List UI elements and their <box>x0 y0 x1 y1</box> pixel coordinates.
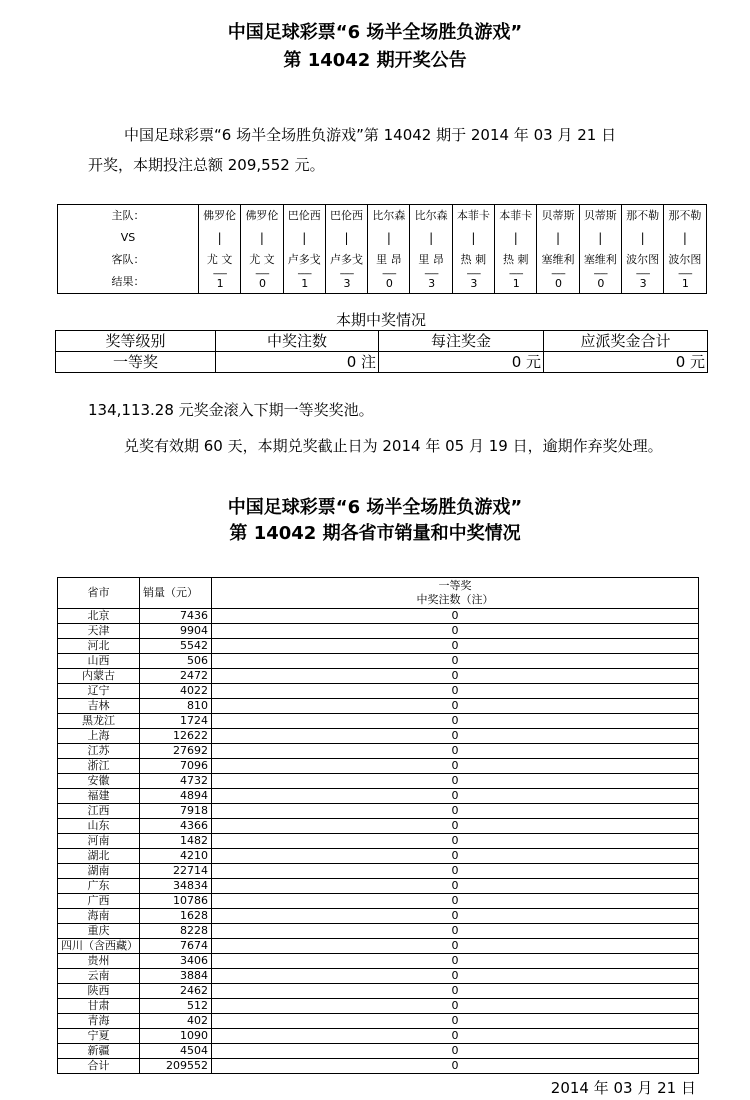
validity-text: 兑奖有效期 60 天，本期兑奖截止日为 2014 年 05 月 19 日，逾期作弃奖处理。 <box>124 437 663 455</box>
province-sales: 1628 <box>140 909 212 924</box>
province-winners: 0 <box>212 879 699 894</box>
intro-line-1: 中国足球彩票“6 场半全场胜负游戏”第 14042 期于 2014 年 03 月 21 日 <box>124 126 617 144</box>
table-row <box>58 744 699 759</box>
province-winners: 0 <box>212 1044 699 1059</box>
vs-bar: | <box>386 231 391 245</box>
province-winners: 0 <box>212 1029 699 1044</box>
match-column <box>579 205 621 294</box>
province-winners: 0 <box>212 954 699 969</box>
province-name: 山西 <box>58 654 140 669</box>
province-winners: 0 <box>212 864 699 879</box>
match-column <box>621 205 663 294</box>
province-name: 广东 <box>58 879 140 894</box>
province-name: 湖南 <box>58 864 140 879</box>
province-name: 青海 <box>58 1014 140 1029</box>
province-sales: 512 <box>140 999 212 1014</box>
province-name: 新疆 <box>58 1044 140 1059</box>
province-winners: 0 <box>212 789 699 804</box>
home-label: 主队： <box>111 209 145 222</box>
away-team: 卢多戈 <box>287 253 321 266</box>
province-name: 福建 <box>58 789 140 804</box>
table-row <box>58 939 699 954</box>
vs-bar: | <box>640 231 645 245</box>
result-cell <box>495 271 536 293</box>
province-name: 内蒙古 <box>58 669 140 684</box>
result-cell <box>664 271 705 293</box>
province-winners: 0 <box>212 969 699 984</box>
province-name: 陕西 <box>58 984 140 999</box>
dash-line: ------ <box>593 271 608 279</box>
prize-caption: 本期中奖情况 <box>335 311 426 329</box>
prize-header-total: 应派奖金合计 <box>544 331 708 352</box>
province-sales: 10786 <box>140 894 212 909</box>
province-sales: 4732 <box>140 774 212 789</box>
province-sales: 7674 <box>140 939 212 954</box>
match-column <box>325 205 367 294</box>
prize-amount: 0 元 <box>379 352 544 373</box>
province-sales: 4022 <box>140 684 212 699</box>
province-winners: 0 <box>212 1014 699 1029</box>
table-row <box>58 909 699 924</box>
province-name: 江西 <box>58 804 140 819</box>
dash-line: ------ <box>339 271 354 279</box>
province-sales: 506 <box>140 654 212 669</box>
vs-bar: | <box>471 231 476 245</box>
match-result: 0 <box>258 277 265 290</box>
result-cell <box>622 271 663 293</box>
home-team: 巴伦西 <box>330 209 364 222</box>
result-cell <box>453 271 494 293</box>
province-name: 湖北 <box>58 849 140 864</box>
match-column <box>241 205 283 294</box>
result-cell <box>368 271 409 293</box>
page-title: 中国足球彩票“6 场半全场胜负游戏” <box>227 22 523 43</box>
province-winners: 0 <box>212 939 699 954</box>
table-row <box>58 639 699 654</box>
table-row <box>58 654 699 669</box>
province-sales: 3884 <box>140 969 212 984</box>
home-team: 巴伦西 <box>287 209 321 222</box>
province-sales: 1482 <box>140 834 212 849</box>
province-sales: 2462 <box>140 984 212 999</box>
away-team: 尤 文 <box>249 253 275 266</box>
prize-total: 0 元 <box>544 352 708 373</box>
match-table <box>57 204 707 294</box>
home-team: 比尔森 <box>414 209 448 222</box>
match-result: 1 <box>301 277 308 290</box>
province-sales: 1724 <box>140 714 212 729</box>
table-row <box>58 834 699 849</box>
table-row <box>58 1059 699 1074</box>
province-winners: 0 <box>212 804 699 819</box>
intro-line-2: 开奖，本期投注总额 209,552 元。 <box>88 156 325 174</box>
province-name: 宁夏 <box>58 1029 140 1044</box>
prize-table <box>55 330 708 373</box>
province-sales: 4894 <box>140 789 212 804</box>
province-sales: 4504 <box>140 1044 212 1059</box>
table-row <box>58 759 699 774</box>
vs-bar: | <box>682 231 687 245</box>
first-prize-header <box>212 578 699 609</box>
match-column <box>410 205 452 294</box>
footer-date: 2014 年 03 月 21 日 <box>550 1079 696 1097</box>
table-row <box>58 954 699 969</box>
match-column <box>495 205 537 294</box>
match-result: 3 <box>428 277 435 290</box>
section-subtitle: 第 14042 期各省市销量和中奖情况 <box>229 523 521 544</box>
province-winners: 0 <box>212 759 699 774</box>
away-team: 热 刺 <box>502 253 529 266</box>
home-team: 比尔森 <box>372 209 406 222</box>
province-sales: 7436 <box>140 609 212 624</box>
province-winners: 0 <box>212 834 699 849</box>
province-name: 天津 <box>58 624 140 639</box>
sales-header: 销量（元） <box>140 578 212 609</box>
match-label-cell <box>58 205 199 294</box>
prize-level: 一等奖 <box>56 352 216 373</box>
prize-header-level: 奖等级别 <box>56 331 216 352</box>
home-team: 那不勒 <box>668 209 702 222</box>
match-column <box>283 205 325 294</box>
province-name: 北京 <box>58 609 140 624</box>
province-name: 上海 <box>58 729 140 744</box>
province-sales: 1090 <box>140 1029 212 1044</box>
province-sales: 7918 <box>140 804 212 819</box>
table-row <box>58 819 699 834</box>
vs-bar: | <box>429 231 434 245</box>
match-result: 1 <box>512 277 519 290</box>
province-winners: 0 <box>212 924 699 939</box>
province-sales: 4210 <box>140 849 212 864</box>
home-team: 本菲卡 <box>499 209 533 222</box>
province-winners: 0 <box>212 699 699 714</box>
province-name: 吉林 <box>58 699 140 714</box>
match-column <box>368 205 410 294</box>
province-winners: 0 <box>212 654 699 669</box>
match-result: 0 <box>597 277 604 290</box>
province-sales: 12622 <box>140 729 212 744</box>
province-winners: 0 <box>212 819 699 834</box>
province-name: 浙江 <box>58 759 140 774</box>
vs-bar: | <box>598 231 603 245</box>
table-row <box>58 1014 699 1029</box>
match-column <box>664 205 706 294</box>
table-row <box>58 999 699 1014</box>
match-result: 1 <box>681 277 688 290</box>
match-result: 3 <box>343 277 350 290</box>
away-team: 塞维利 <box>583 253 617 266</box>
dash-line: ------ <box>255 271 269 279</box>
table-row <box>58 729 699 744</box>
match-result: 3 <box>470 277 477 290</box>
province-winners: 0 <box>212 639 699 654</box>
province-sales: 402 <box>140 1014 212 1029</box>
away-team: 尤 文 <box>206 253 233 266</box>
table-row <box>58 684 699 699</box>
result-cell <box>284 271 325 293</box>
away-team: 波尔图 <box>626 253 660 266</box>
province-table <box>57 577 699 1074</box>
province-name: 辽宁 <box>58 684 140 699</box>
dash-line: ------ <box>297 271 311 279</box>
match-column <box>537 205 579 294</box>
province-name: 江苏 <box>58 744 140 759</box>
province-sales: 22714 <box>140 864 212 879</box>
province-winners: 0 <box>212 609 699 624</box>
province-sales: 2472 <box>140 669 212 684</box>
away-team: 波尔图 <box>668 253 702 266</box>
province-sales: 8228 <box>140 924 212 939</box>
vs-bar: | <box>513 231 518 245</box>
page-subtitle: 第 14042 期开奖公告 <box>283 50 467 71</box>
first-prize-header-line2: 中奖注数（注） <box>416 593 494 606</box>
province-sales: 810 <box>140 699 212 714</box>
province-winners: 0 <box>212 729 699 744</box>
province-winners: 0 <box>212 774 699 789</box>
prize-header-count: 中奖注数 <box>216 331 379 352</box>
result-cell <box>326 271 367 293</box>
table-row <box>58 879 699 894</box>
province-name: 云南 <box>58 969 140 984</box>
province-winners: 0 <box>212 744 699 759</box>
province-sales: 7096 <box>140 759 212 774</box>
province-name: 安徽 <box>58 774 140 789</box>
province-winners: 0 <box>212 894 699 909</box>
match-result: 1 <box>216 277 223 290</box>
table-row <box>58 849 699 864</box>
dash-line: ------ <box>424 271 438 279</box>
province-winners: 0 <box>212 624 699 639</box>
table-row <box>58 924 699 939</box>
province-name: 河南 <box>58 834 140 849</box>
province-name: 贵州 <box>58 954 140 969</box>
match-column <box>199 205 241 294</box>
away-team: 卢多戈 <box>330 253 364 266</box>
section-title: 中国足球彩票“6 场半全场胜负游戏” <box>227 497 523 518</box>
province-name: 合计 <box>58 1059 140 1074</box>
prize-header-amount: 每注奖金 <box>379 331 544 352</box>
home-team: 贝蒂斯 <box>583 209 617 222</box>
province-name: 海南 <box>58 909 140 924</box>
away-team: 塞维利 <box>541 253 575 266</box>
dash-line: ------ <box>466 271 481 279</box>
dash-line: ------ <box>551 271 565 279</box>
home-team: 本菲卡 <box>456 209 490 222</box>
table-row <box>58 669 699 684</box>
province-name: 广西 <box>58 894 140 909</box>
table-row <box>58 804 699 819</box>
first-prize-header-line1: 一等奖 <box>438 579 472 592</box>
table-row <box>58 1044 699 1059</box>
table-row <box>58 864 699 879</box>
away-label: 客队： <box>111 253 145 266</box>
province-header: 省市 <box>58 578 140 609</box>
table-row <box>58 1029 699 1044</box>
province-winners: 0 <box>212 684 699 699</box>
table-row <box>58 894 699 909</box>
result-cell <box>241 271 282 293</box>
province-sales: 34834 <box>140 879 212 894</box>
home-team: 那不勒 <box>626 209 660 222</box>
table-row <box>58 774 699 789</box>
province-winners: 0 <box>212 984 699 999</box>
province-winners: 0 <box>212 669 699 684</box>
prize-count: 0 注 <box>216 352 379 373</box>
table-row <box>58 969 699 984</box>
intro-paragraph <box>88 120 708 180</box>
match-result: 0 <box>555 277 562 290</box>
table-row <box>58 699 699 714</box>
province-sales: 27692 <box>140 744 212 759</box>
vs-label: VS <box>120 231 136 244</box>
province-winners: 0 <box>212 999 699 1014</box>
province-name: 重庆 <box>58 924 140 939</box>
vs-bar: | <box>344 231 349 245</box>
table-row <box>58 789 699 804</box>
province-winners: 0 <box>212 714 699 729</box>
province-sales: 209552 <box>140 1059 212 1074</box>
home-team: 贝蒂斯 <box>541 209 575 222</box>
province-name: 四川（含西藏） <box>58 939 140 954</box>
home-team: 佛罗伦 <box>245 209 279 222</box>
province-winners: 0 <box>212 909 699 924</box>
dash-line: ------ <box>678 271 692 279</box>
table-row <box>58 624 699 639</box>
province-sales: 3406 <box>140 954 212 969</box>
province-sales: 4366 <box>140 819 212 834</box>
province-winners: 0 <box>212 849 699 864</box>
result-cell <box>580 271 621 293</box>
province-sales: 5542 <box>140 639 212 654</box>
vs-bar: | <box>302 231 307 245</box>
home-team: 佛罗伦 <box>203 209 237 222</box>
away-team: 热 刺 <box>460 253 487 266</box>
table-row <box>58 714 699 729</box>
dash-line: ------ <box>508 271 523 279</box>
match-result: 0 <box>385 277 392 290</box>
province-sales: 9904 <box>140 624 212 639</box>
vs-bar: | <box>556 231 561 245</box>
province-winners: 0 <box>212 1059 699 1074</box>
result-cell <box>537 271 578 293</box>
away-team: 里 昂 <box>418 253 444 266</box>
dash-line: ------ <box>212 271 227 279</box>
vs-bar: | <box>217 231 222 245</box>
province-name: 河北 <box>58 639 140 654</box>
result-label: 结果： <box>111 275 145 288</box>
dash-line: ------ <box>635 271 650 279</box>
table-row <box>58 984 699 999</box>
result-cell <box>199 271 240 293</box>
province-name: 黑龙江 <box>58 714 140 729</box>
match-result: 3 <box>639 277 646 290</box>
dash-line: ------ <box>382 271 396 279</box>
result-cell <box>410 271 451 293</box>
province-name: 甘肃 <box>58 999 140 1014</box>
vs-bar: | <box>259 231 264 245</box>
match-column <box>452 205 494 294</box>
rollover-text: 134,113.28 元奖金滚入下期一等奖奖池。 <box>88 401 374 419</box>
table-row <box>58 609 699 624</box>
province-name: 山东 <box>58 819 140 834</box>
away-team: 里 昂 <box>376 253 402 266</box>
